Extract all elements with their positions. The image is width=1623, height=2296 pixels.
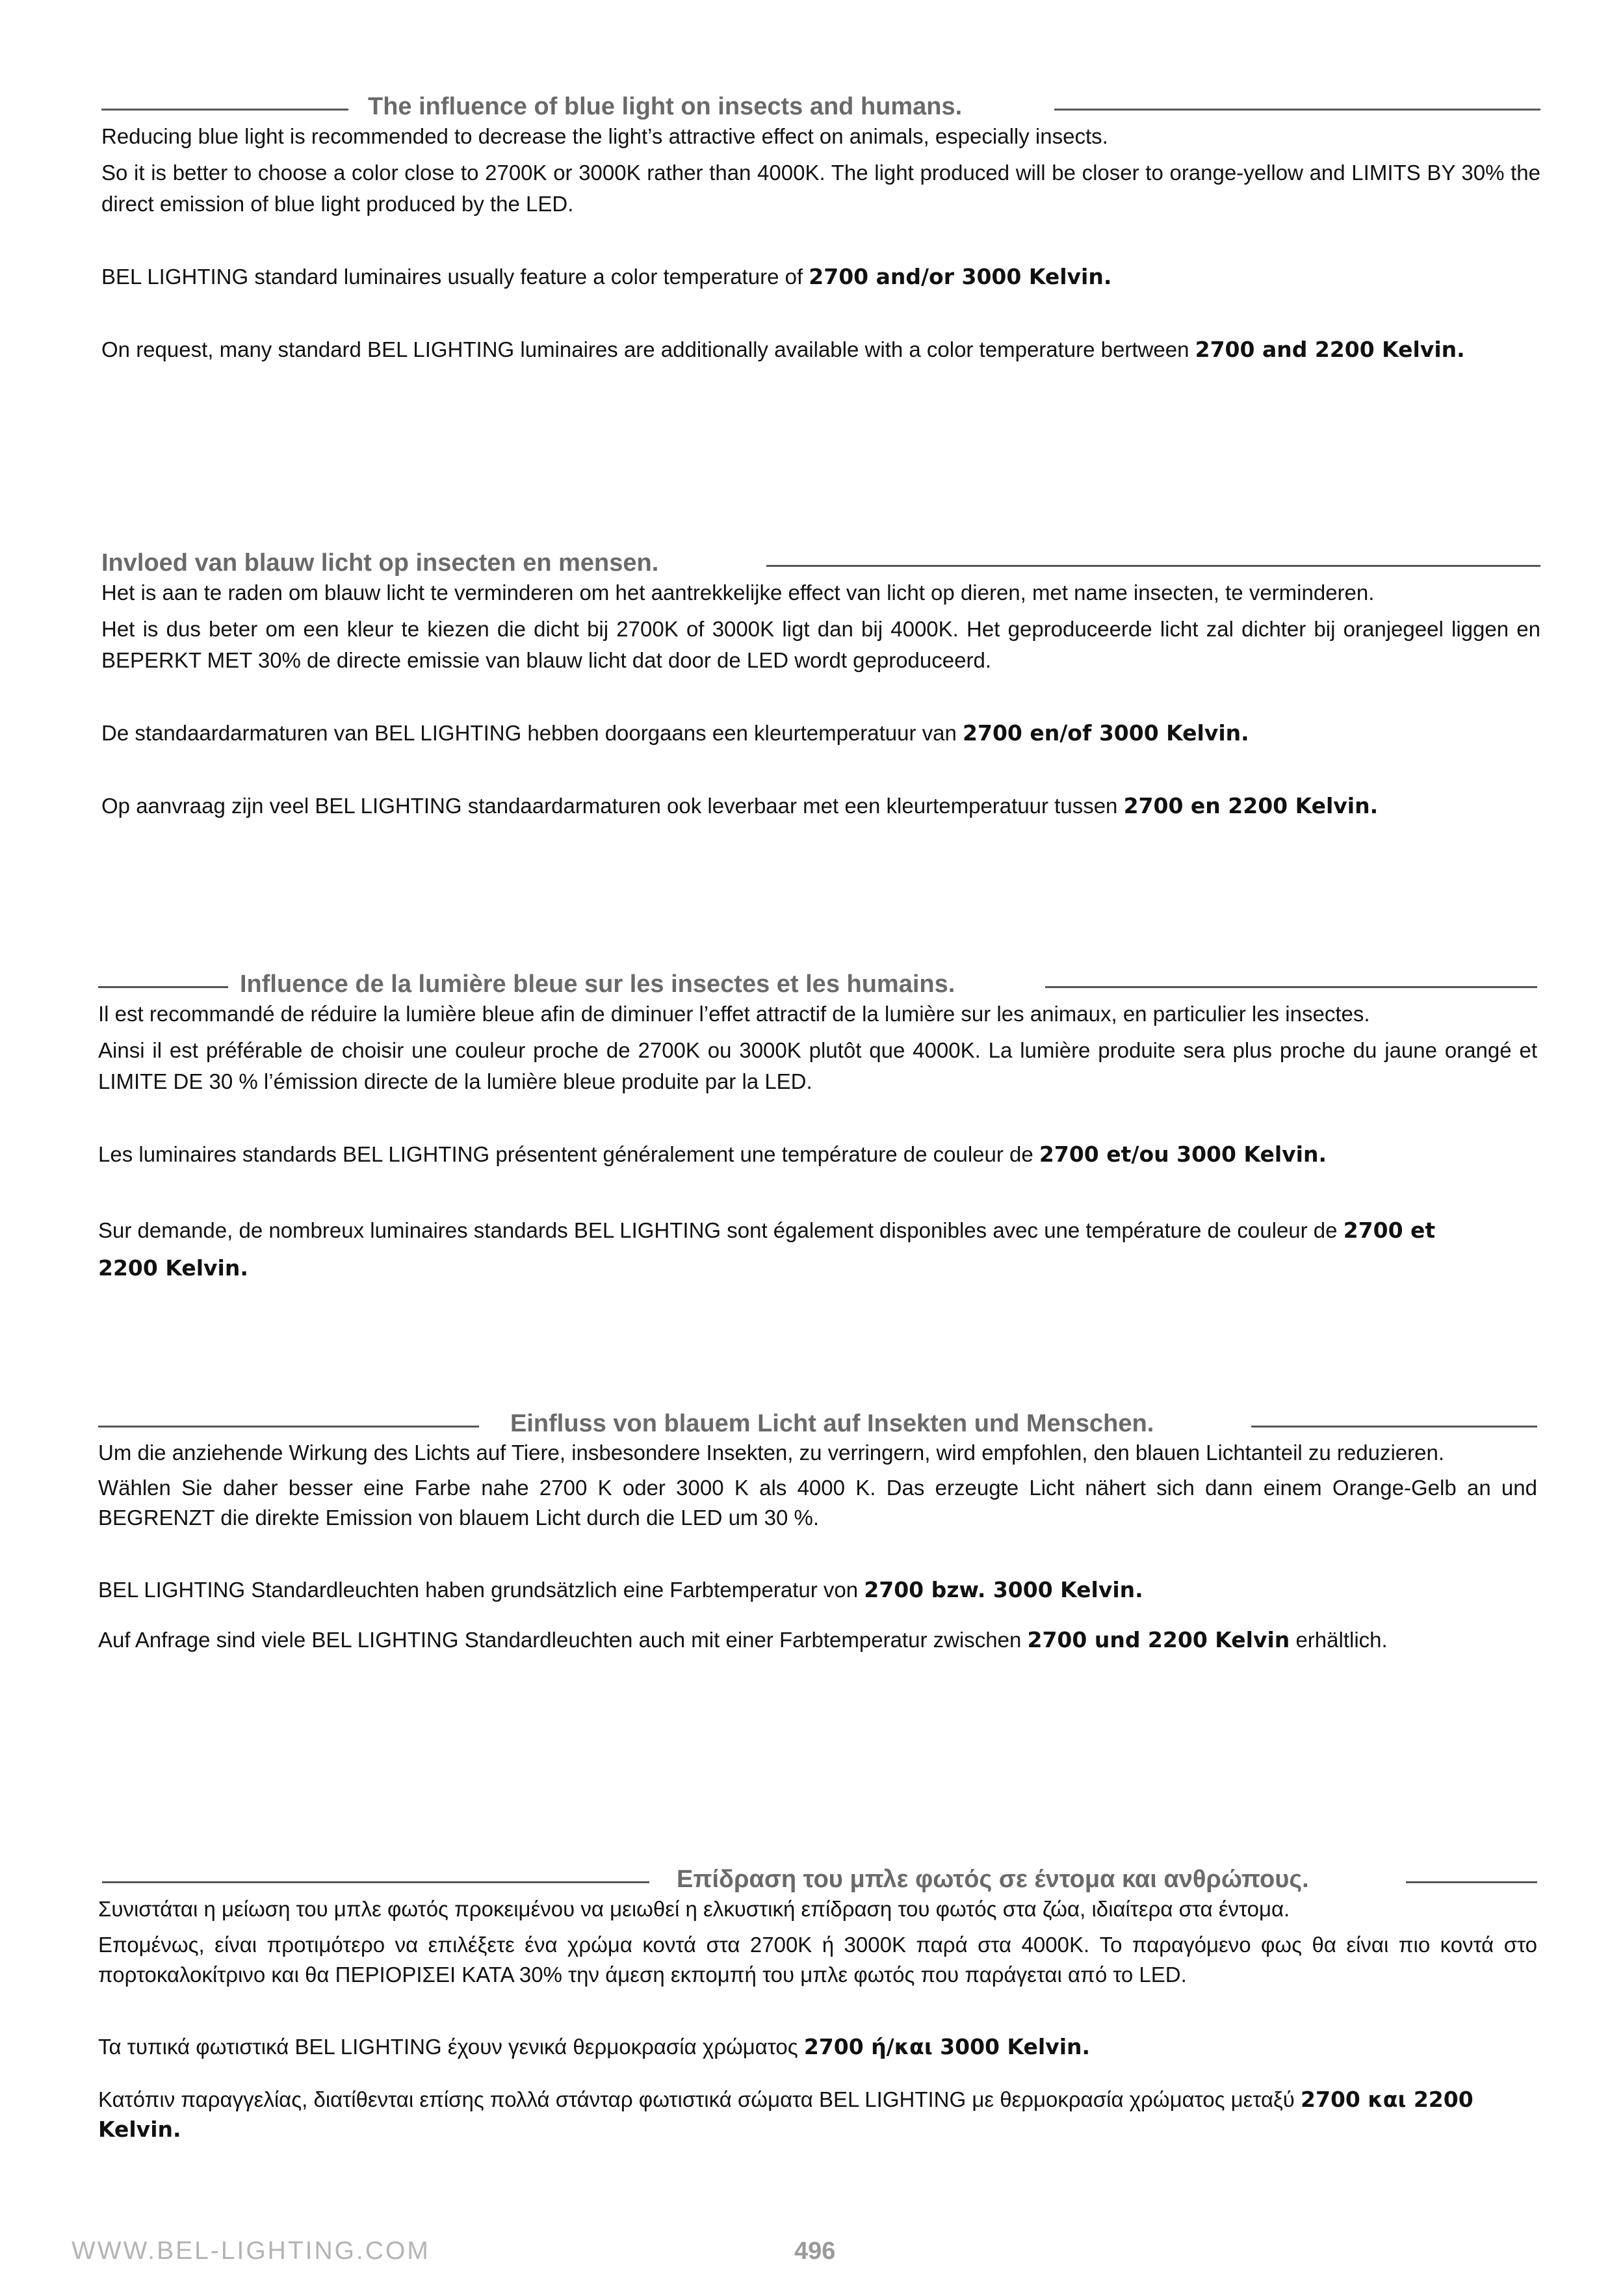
section-heading-row [101,95,1540,121]
paragraph-text: Auf Anfrage sind viele BEL LIGHTING Standardleuchten auch mit einer Farbtemperatur zwischen [98,1628,1028,1652]
paragraph [98,2031,1537,2063]
heading-rule-left [102,1881,649,1883]
page-number: 496 [794,2237,836,2265]
footer-website: WWW.BEL-LIGHTING.COM [71,2237,430,2265]
paragraph: So it is better to choose a color close to 2700K or 3000K rather than 4000K. The light produced will be closer to orange-yellow and LIMITS BY 30% the direct emission of blue light produced by the LED. [101,161,1540,216]
paragraph-text: BEL LIGHTING standard luminaires usually feature a color temperature of [101,265,809,289]
paragraph [101,718,1540,749]
paragraph [98,1574,1537,1606]
paragraph-text: Les luminaires standards BEL LIGHTING présentent généralement une température de couleur de [98,1142,1039,1166]
heading-rule-right [1045,986,1537,988]
heading-rule-left [98,986,228,988]
section-fr [98,972,1537,1287]
paragraph [101,334,1540,365]
heading-rule-left [101,109,348,111]
paragraph [98,1625,1470,1655]
kelvin-highlight: 2700 and/or 3000 Kelvin. [809,264,1112,289]
paragraph [98,1139,1537,1170]
section-en [101,95,1540,365]
heading-rule-right [1406,1881,1537,1883]
heading-rule-right [1251,1426,1537,1428]
paragraph-text: Sur demande, de nombreux luminaires standards BEL LIGHTING sont également disponibles avec une température de couleur de [98,1218,1344,1242]
paragraph [98,2085,1476,2145]
kelvin-highlight: 2700 en 2200 Kelvin. [1123,793,1379,818]
section-de [98,1412,1537,1655]
kelvin-highlight: 2700 και 2200 Kelvin. [98,2087,1474,2142]
paragraph: Ainsi il est préférable de choisir une couleur proche de 2700K ou 3000K plutôt que 4000K. La lumière produite sera plus proche du jaune orangé et LIMITE DE 30 % l’émission directe de la lumière bleue produite par la LED. [98,1038,1537,1093]
kelvin-highlight: 2700 bzw. 3000 Kelvin. [864,1577,1143,1602]
section-nl [101,551,1540,822]
section-heading-row [98,1412,1537,1438]
section-heading: Influence de la lumière bleue sur les insectes et les humains. [240,971,955,998]
paragraph-text: Κατόπιν παραγγελίας, διατίθενται επίσης πολλά στάνταρ φωτιστικά σώματα BEL LIGHTING με θερμοκρασία χρώματος μεταξύ [98,2087,1301,2111]
section-heading: Invloed van blauw licht op insecten en mensen. [101,549,659,577]
paragraph: Het is aan te raden om blauw licht te verminderen om het aantrekkelijke effect van licht op dieren, met name insecten, te verminderen. [101,581,1375,605]
kelvin-highlight: 2700 und 2200 Kelvin [1027,1627,1290,1652]
kelvin-highlight: 2700 and 2200 Kelvin. [1195,337,1465,362]
section-heading: Einfluss von blauem Licht auf Insekten und Menschen. [510,1410,1154,1437]
section-heading-row [101,551,1540,577]
paragraph [101,790,1540,822]
section-el [98,1868,1537,2145]
paragraph: Wählen Sie daher besser eine Farbe nahe 2700 K oder 3000 K als 4000 K. Das erzeugte Licht nähert sich dann einem Orange-Gelb an und BEGRENZT die direkte Emission von blauem Licht durch die LED um 30 %. [98,1476,1537,1530]
paragraph: Επομένως, είναι προτιμότερο να επιλέξετε ένα χρώμα κοντά στα 2700K ή 3000K παρά στα 4000K. Το παραγόμενο φως θα είναι πιο κοντά στο πορτοκαλοκίτρινο και θα ΠΕΡΙΟΡΙΣΕΙ ΚΑΤΑ 30% την άμεση εκπομπή του μπλε φωτός που παράγεται από το LED. [98,1933,1537,1987]
kelvin-highlight: 2700 et/ou 3000 Kelvin. [1039,1141,1327,1167]
paragraph-text: erhältlich. [1290,1628,1388,1652]
kelvin-highlight: 2700 et 2200 Kelvin. [98,1218,1436,1281]
heading-rule-right [1054,109,1540,111]
section-heading: Επίδραση του μπλε φωτός σε έντομα και ανθρώπους. [677,1866,1309,1893]
paragraph-text: Τα τυπικά φωτιστικά BEL LIGHTING έχουν γενικά θερμοκρασία χρώματος [98,2035,804,2059]
section-heading-row [98,972,1537,998]
kelvin-highlight: 2700 en/of 3000 Kelvin. [963,720,1249,746]
paragraph: Il est recommandé de réduire la lumière bleue afin de diminuer l’effet attractif de la lumière sur les animaux, en particulier les insectes. [98,1002,1370,1026]
paragraph: Reducing blue light is recommended to decrease the light’s attractive effect on animals, especially insects. [101,124,1108,148]
paragraph [101,261,1540,293]
section-heading-row [98,1868,1537,1894]
paragraph-text: De standaardarmaturen van BEL LIGHTING hebben doorgaans een kleurtemperatuur van [101,721,963,745]
paragraph-text: Op aanvraag zijn veel BEL LIGHTING standaardarmaturen ook leverbaar met een kleurtemperatuur tussen [101,794,1124,818]
paragraph-text: BEL LIGHTING Standardleuchten haben grundsätzlich eine Farbtemperatur von [98,1578,864,1602]
heading-rule-right [766,565,1540,567]
paragraph: Het is dus beter om een kleur te kiezen die dicht bij 2700K of 3000K ligt dan bij 4000K. Het geproduceerde licht zal dichter bij oranjegeel liggen en BEPERKT MET 30% de directe emissie van blauw licht dat door de LED wordt geproduceerd. [101,617,1540,672]
heading-rule-left [98,1426,479,1428]
section-heading: The influence of blue light on insects and humans. [368,93,963,120]
kelvin-highlight: 2700 ή/και 3000 Kelvin. [803,2034,1091,2059]
paragraph: Um die anziehende Wirkung des Lichts auf Tiere, insbesondere Insekten, zu verringern, wird empfohlen, den blauen Lichtanteil zu reduzieren. [98,1441,1445,1465]
paragraph [98,1212,1476,1287]
paragraph: Συνιστάται η μείωση του μπλε φωτός προκειμένου να μειωθεί η ελκυστική επίδραση του φωτός στα ζώα, ιδιαίτερα στα έντομα. [98,1897,1290,1921]
paragraph-text: On request, many standard BEL LIGHTING luminaires are additionally available with a color temperature bertween [101,337,1195,361]
